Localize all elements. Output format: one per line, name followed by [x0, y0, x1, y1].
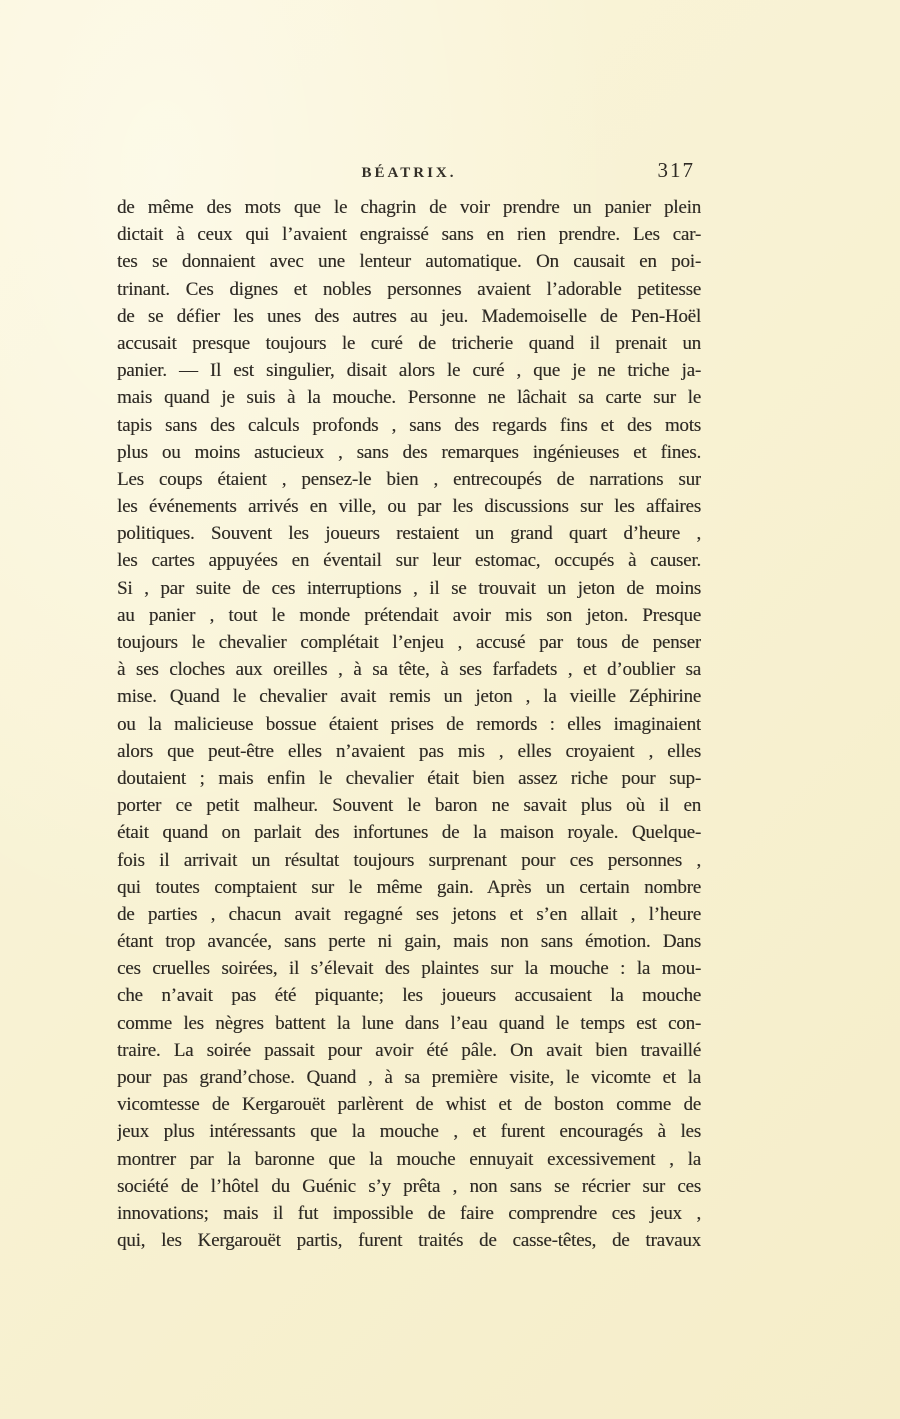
text-line: ou la malicieuse bossue étaient prises de remords : elles imaginaient: [117, 713, 701, 735]
text-line: montrer par la baronne que la mouche ennuyait excessivement , la: [117, 1148, 701, 1170]
text-line: pour pas grand’chose. Quand , à sa première visite, le vicomte et la: [117, 1067, 701, 1088]
page-number: 317: [657, 158, 695, 182]
text-line: trinant. Ces dignes et nobles personnes avaient l’adorable petitesse: [117, 278, 701, 300]
text-column: [117, 158, 701, 1254]
running-title: BÉATRIX.: [361, 165, 457, 181]
text-line: accusait presque toujours le curé de tricherie quand il prenait un: [117, 332, 701, 354]
text-line: de même des mots que le chagrin de voir prendre un panier plein: [117, 197, 701, 218]
text-line: doutaient ; mais enfin le chevalier était bien assez riche pour sup-: [117, 767, 701, 789]
text-line: mais quand je suis à la mouche. Personne ne lâchait sa carte sur le: [117, 387, 701, 409]
text-line: qui toutes comptaient sur le même gain. Après un certain nombre: [117, 876, 701, 898]
text-line: mise. Quand le chevalier avait remis un jeton , la vieille Zéphirine: [117, 686, 701, 708]
text-line: fois il arrivait un résultat toujours surprenant pour ces personnes ,: [117, 849, 701, 871]
text-line: ces cruelles soirées, il s’élevait des plaintes sur la mouche : la mou-: [117, 958, 701, 980]
text-line: tapis sans des calculs profonds , sans des regards fins et des mots: [117, 414, 701, 436]
text-line: dictait à ceux qui l’avaient engraissé sans en rien prendre. Les car-: [117, 224, 701, 246]
text-line: était quand on parlait des infortunes de la maison royale. Quelque-: [117, 822, 701, 844]
text-line: tes se donnaient avec une lenteur automatique. On causait en poi-: [117, 251, 701, 273]
body-text: [117, 194, 701, 1254]
text-line: au panier , tout le monde prétendait avoir mis son jeton. Presque: [117, 604, 701, 626]
text-line: jeux plus intéressants que la mouche , et furent encouragés à les: [117, 1121, 701, 1143]
text-line: Les coups étaient , pensez-le bien , entrecoupés de narrations sur: [117, 468, 701, 490]
text-line: plus ou moins astucieux , sans des remarques ingénieuses et fines.: [117, 441, 701, 463]
text-line: toujours le chevalier complétait l’enjeu , accusé par tous de penser: [117, 632, 701, 653]
text-line: à ses cloches aux oreilles , à sa tête, à ses farfadets , et d’oublier sa: [117, 659, 701, 681]
text-line: panier. — Il est singulier, disait alors le curé , que je ne triche ja-: [117, 360, 701, 382]
text-line: porter ce petit malheur. Souvent le baron ne savait plus où il en: [117, 795, 701, 817]
text-line: vicomtesse de Kergarouët parlèrent de whist et de boston comme de: [117, 1094, 701, 1116]
text-line: politiques. Souvent les joueurs restaient un grand quart d’heure ,: [117, 523, 701, 545]
text-line: innovations; mais il fut impossible de faire comprendre ces jeux ,: [117, 1202, 701, 1224]
text-line: traire. La soirée passait pour avoir été pâle. On avait bien travaillé: [117, 1039, 701, 1061]
text-line: les événements arrivés en ville, ou par les discussions sur les affaires: [117, 496, 701, 518]
text-line: étant trop avancée, sans perte ni gain, mais non sans émotion. Dans: [117, 931, 701, 953]
text-line: les cartes appuyées en éventail sur leur estomac, occupés à causer.: [117, 550, 701, 572]
text-line: alors que peut-être elles n’avaient pas mis , elles croyaient , elles: [117, 740, 701, 762]
text-line: société de l’hôtel du Guénic s’y prêta , non sans se récrier sur ces: [117, 1175, 701, 1197]
text-line: de se défier les unes des autres au jeu. Mademoiselle de Pen-Hoël: [117, 305, 701, 327]
text-line: Si , par suite de ces interruptions , il se trouvait un jeton de moins: [117, 577, 701, 599]
text-line: comme les nègres battent la lune dans l’eau quand le temps est con-: [117, 1012, 701, 1034]
running-header: [117, 158, 701, 194]
text-line: de parties , chacun avait regagné ses jetons et s’en allait , l’heure: [117, 903, 701, 925]
text-line: qui, les Kergarouët partis, furent traités de casse-têtes, de travaux: [117, 1230, 701, 1252]
text-line: che n’avait pas été piquante; les joueurs accusaient la mouche: [117, 985, 701, 1007]
